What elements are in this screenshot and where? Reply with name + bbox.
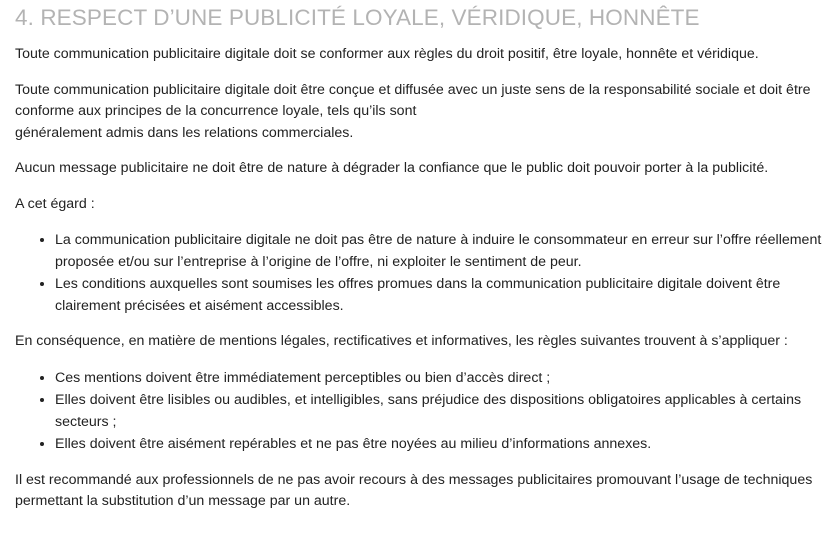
paragraph-consequence: En conséquence, en matière de mentions légales, rectificatives et informatives, les règles suivantes trouvent à s’appliquer : <box>15 333 788 349</box>
list-item: • Elles doivent être aisément repérables et ne pas être noyées au milieu d’informations annexes. <box>55 433 825 456</box>
list-item: • Elles doivent être lisibles ou audibles, et intelligibles, sans préjudice des dispositions obligatoires applicables à certains secteurs ; <box>55 389 825 433</box>
bullet-list-mentions <box>15 367 825 456</box>
list-item: • La communication publicitaire digitale ne doit pas être de nature à induire le consommateur en erreur sur l’offre réellement proposée et/ou sur l’entreprise à l’origine de l’offre, ni exploiter le sentiment de peur. <box>55 229 825 273</box>
list-item: • Les conditions auxquelles sont soumises les offres promues dans la communication publicitaire digitale doivent être clairement précisées et aisément accessibles. <box>55 273 825 317</box>
section-heading: 4. RESPECT D’UNE PUBLICITÉ LOYALE, VÉRIDIQUE, HONNÊTE <box>15 5 700 30</box>
bullet-list-advertising <box>15 229 825 317</box>
list-item: • Ces mentions doivent être immédiatement perceptibles ou bien d’accès direct ; <box>55 367 825 390</box>
paragraph-intro: A cet égard : <box>15 195 95 212</box>
paragraph-line: Toute communication publicitaire digitale doit être conçue et diffusée avec un juste sens de la responsabilité sociale et doit être conforme aux principes de la concurrence loyale, tels qu’ils sont <box>15 81 811 119</box>
paragraph-loyalty: Toute communication publicitaire digitale doit se conformer aux règles du droit positif, être loyale, honnête et véridique. <box>15 46 759 62</box>
paragraph-confidence: Aucun message publicitaire ne doit être de nature à dégrader la confiance que le public doit pouvoir porter à la publicité. <box>15 160 769 176</box>
paragraph-line: généralement admis dans les relations commerciales. <box>15 124 354 141</box>
paragraph-recommendation: Il est recommandé aux professionnels de ne pas avoir recours à des messages publicitaires promouvant l’usage de techniques permettant la substitution d’un message par un autre. <box>15 471 813 509</box>
paragraph-social-responsibility <box>15 80 825 145</box>
